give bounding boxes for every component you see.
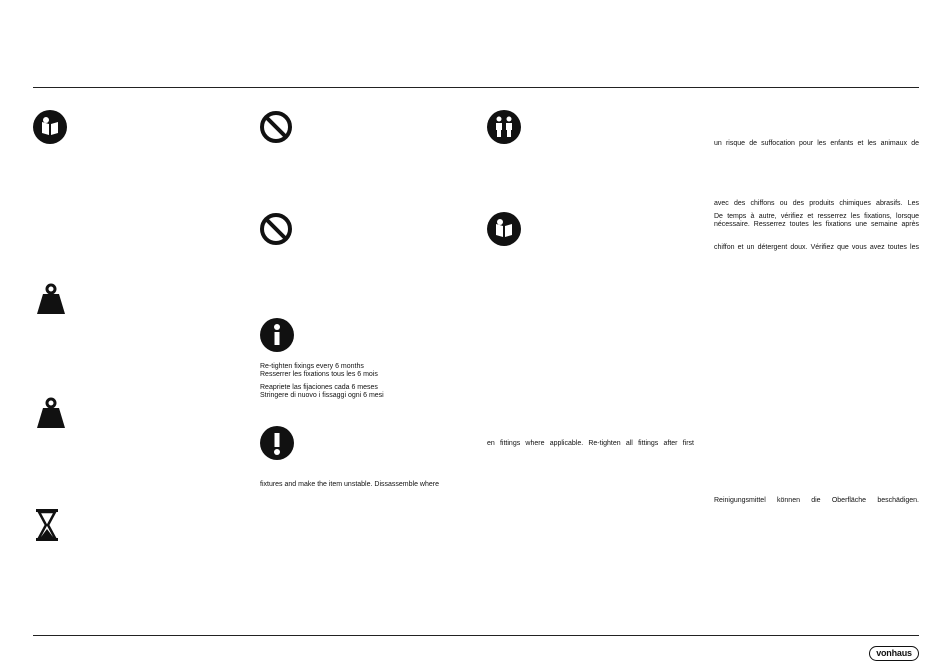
header-rule [33, 87, 919, 88]
weight-icon [34, 396, 68, 430]
read-instructions-icon [487, 212, 521, 246]
prohibited-icon [259, 110, 293, 144]
warning-icon [260, 426, 294, 460]
weight-icon [34, 282, 68, 316]
warning-text-fragment: fixtures and make the item unstable. Dissassemble where [260, 481, 439, 488]
fr-cleaning-text: avec des chiffons ou des produits chimiques abrasifs. Les [714, 200, 919, 207]
retighten-fr: Resserrer les fixations tous les 6 mois [260, 371, 378, 378]
info-icon [260, 318, 294, 352]
fr-suffocation-text: un risque de suffocation pour les enfants et les animaux de [714, 140, 919, 147]
fittings-text-fragment: en fittings where applicable. Re-tighten all fittings after first [487, 440, 694, 447]
prohibited-icon [259, 212, 293, 246]
retighten-en: Re-tighten fixings every 6 months [260, 363, 364, 370]
retighten-it: Stringere di nuovo i fissaggi ogni 6 mesi [260, 392, 384, 399]
fr-retighten-text-1: De temps à autre, vérifiez et resserrez les fixations, lorsque [714, 213, 919, 220]
two-persons-icon [487, 110, 521, 144]
brand-logo: vonhaus [869, 646, 919, 661]
fr-detergent-text: chiffon et un détergent doux. Vérifiez que vous avez toutes les [714, 244, 919, 251]
fr-retighten-text-2: nécessaire. Resserrez toutes les fixations une semaine après [714, 221, 919, 228]
read-instructions-icon [33, 110, 67, 144]
hourglass-icon [30, 508, 64, 542]
de-cleaning-text: Reinigungsmittel können die Oberfläche beschädigen. [714, 497, 919, 504]
retighten-es: Reapriete las fijaciones cada 6 meses [260, 384, 378, 391]
footer-rule [33, 635, 919, 636]
